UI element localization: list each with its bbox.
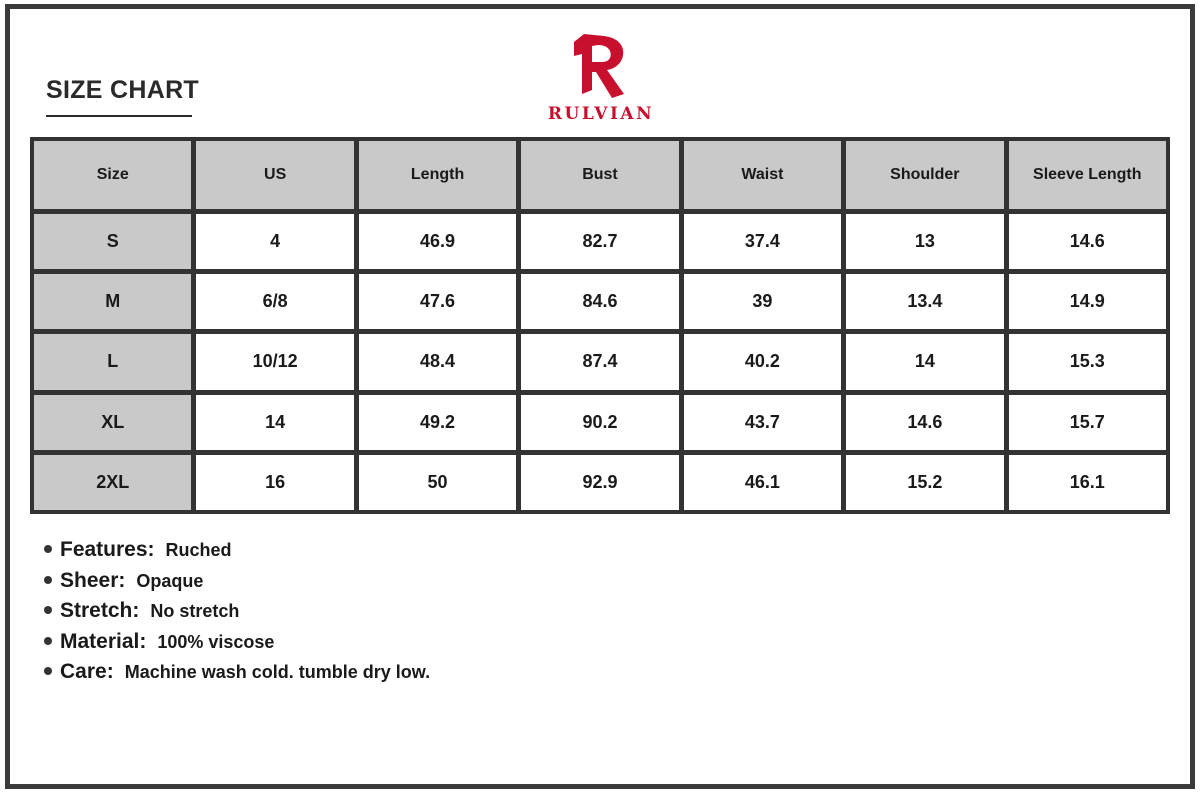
table-cell: 92.9: [521, 455, 678, 510]
table-cell: 37.4: [684, 214, 841, 269]
table-cell: 14: [846, 334, 1003, 389]
size-chart-table: [30, 137, 1170, 514]
bullet-icon: [44, 637, 52, 645]
page-title: SIZE CHART: [46, 76, 199, 104]
table-cell: 49.2: [359, 395, 516, 450]
size-cell: M: [34, 274, 191, 329]
column-header: Shoulder: [846, 141, 1003, 209]
features-list: [44, 538, 430, 691]
title-underline: [46, 115, 192, 117]
table-cell: 16.1: [1009, 455, 1166, 510]
feature-item: [44, 599, 430, 630]
table-cell: 6/8: [196, 274, 353, 329]
feature-item: [44, 569, 430, 600]
r-logo-icon: [570, 32, 632, 100]
bullet-icon: [44, 545, 52, 553]
table-cell: 14: [196, 395, 353, 450]
table-cell: 15.7: [1009, 395, 1166, 450]
table-cell: 14.6: [846, 395, 1003, 450]
table-cell: 39: [684, 274, 841, 329]
table-cell: 48.4: [359, 334, 516, 389]
table-cell: 46.9: [359, 214, 516, 269]
column-header: Length: [359, 141, 516, 209]
size-cell: XL: [34, 395, 191, 450]
feature-value: 100% viscose: [157, 631, 275, 652]
table-cell: 87.4: [521, 334, 678, 389]
feature-item: [44, 538, 430, 569]
feature-value: Machine wash cold. tumble dry low.: [124, 662, 431, 682]
table-cell: 47.6: [359, 274, 516, 329]
table-cell: 90.2: [521, 395, 678, 450]
brand-name: RULVIAN: [547, 104, 655, 124]
feature-value: No stretch: [150, 601, 240, 621]
column-header: Waist: [684, 141, 841, 209]
table-cell: 14.6: [1009, 214, 1166, 269]
feature-label: Sheer:: [60, 568, 126, 592]
bullet-icon: [44, 667, 52, 675]
size-cell: S: [34, 214, 191, 269]
column-header: Bust: [521, 141, 678, 209]
table-cell: 13: [846, 214, 1003, 269]
table-cell: 50: [359, 455, 516, 510]
table-cell: 82.7: [521, 214, 678, 269]
table-cell: 4: [196, 214, 353, 269]
brand-logo: [540, 32, 662, 126]
table-cell: 15.3: [1009, 334, 1166, 389]
size-cell: L: [34, 334, 191, 389]
column-header: US: [196, 141, 353, 209]
feature-value: Opaque: [136, 570, 204, 591]
feature-label: Material:: [60, 629, 147, 653]
feature-label: Care:: [60, 660, 114, 683]
size-cell: 2XL: [34, 455, 191, 510]
table-cell: 13.4: [846, 274, 1003, 329]
feature-label: Stretch:: [60, 599, 140, 622]
column-header: Sleeve Length: [1009, 141, 1166, 209]
feature-item: [44, 660, 430, 691]
feature-value: Ruched: [165, 540, 232, 560]
table-cell: 14.9: [1009, 274, 1166, 329]
table-cell: 43.7: [684, 395, 841, 450]
bullet-icon: [44, 576, 52, 584]
column-header: Size: [34, 141, 191, 209]
feature-item: [44, 630, 430, 661]
table-cell: 15.2: [846, 455, 1003, 510]
feature-label: Features:: [60, 538, 155, 561]
table-cell: 40.2: [684, 334, 841, 389]
table-cell: 10/12: [196, 334, 353, 389]
table-cell: 16: [196, 455, 353, 510]
bullet-icon: [44, 606, 52, 614]
table-cell: 84.6: [521, 274, 678, 329]
table-cell: 46.1: [684, 455, 841, 510]
